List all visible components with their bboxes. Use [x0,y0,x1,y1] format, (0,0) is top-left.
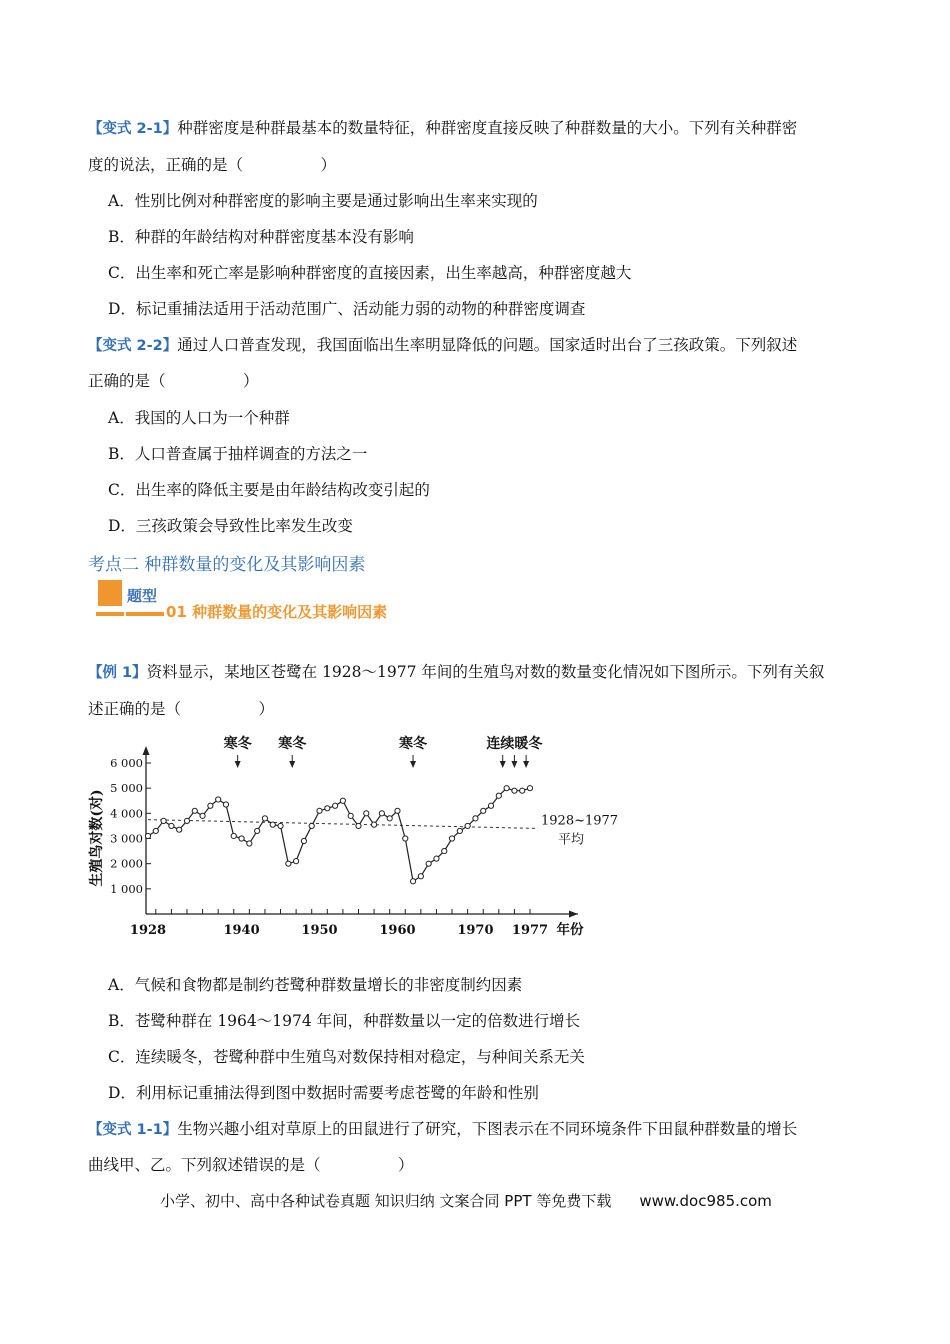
data-point [333,803,338,808]
average-label: 平均 [558,832,585,848]
data-point [262,816,267,821]
option-a: A．气候和食物都是制约苍鹭种群数量增长的非密度制约因素 [108,976,523,994]
question-tag: 【变式 1-1】 [88,1122,178,1138]
data-point [356,823,361,828]
footer [160,1191,772,1211]
option-a: A．性别比例对种群密度的影响主要是通过影响出生率来实现的 [108,192,538,210]
data-point [348,813,353,818]
y-tick-label: 6 000 [110,756,143,770]
data-point [481,808,486,813]
annotation-label: 寒冬 [278,736,307,752]
data-point [403,836,408,841]
data-point [239,836,244,841]
option-b: B．苍鹭种群在 1964～1974 年间，种群数量以一定的倍数进行增长 [108,1012,581,1030]
data-point [161,818,166,823]
question-tag: 【例 1】 [88,665,147,681]
question-2-1-line1 [88,118,797,139]
question-stem: 资料显示，某地区苍鹭在 1928～1977 年间的生殖鸟对数的数量变化情况如下图所示。下列有关叙 [146,663,825,681]
data-point [410,879,415,884]
question-tag: 【变式 2-1】 [88,121,178,137]
x-tick-label: 1928 [129,923,167,938]
x-tick-label: 1970 [457,923,494,938]
y-tick-label: 1 000 [110,881,143,896]
example-1-line1 [88,662,824,683]
annotation-arrowhead-icon [511,761,517,768]
y-tick-label: 2 000 [110,856,143,871]
average-line [148,820,538,829]
data-point [200,813,205,818]
y-tick-label: 5 000 [110,781,143,796]
data-point [387,816,392,821]
series-line [148,788,530,881]
data-point [255,828,260,833]
heron-population-chart [88,728,628,948]
y-axis-arrow-icon [143,746,150,755]
question-2-2-line2: 正确的是（ ） [88,372,259,390]
data-point [371,822,376,827]
option-d: D．三孩政策会导致性比率发生改变 [108,517,353,535]
data-point [364,811,369,816]
annotation-label: 寒冬 [399,736,428,752]
data-point [286,861,291,866]
x-tick-label: 1950 [301,923,338,938]
option-d: D．利用标记重捕法得到图中数据时需要考虑苍鹭的年龄和性别 [108,1084,539,1102]
annotation-label: 寒冬 [223,736,252,752]
data-point [169,823,174,828]
question-stem: 通过人口普查发现，我国面临出生率明显降低的问题。国家适时出台了三孩政策。下列叙述 [177,336,798,354]
data-point [231,833,236,838]
question-tag: 【变式 2-2】 [88,338,178,354]
question-1-1-line2: 曲线甲、乙。下列叙述错误的是（ ） [88,1156,414,1174]
data-point [379,811,384,816]
y-tick-label: 3 000 [110,831,143,846]
question-type-label: 题型 [127,587,158,605]
option-b: B．种群的年龄结构对种群密度基本没有影响 [108,228,414,246]
x-tick-label: 1960 [379,923,416,938]
data-point [442,848,447,853]
footer-link[interactable]: www.doc985.com [639,1192,772,1210]
x-tick-label: 1977 [511,923,549,938]
x-axis-arrow-icon [569,911,578,918]
x-tick-label: 1940 [223,923,260,938]
annotation-arrowhead-icon [235,761,241,768]
question-stem: 生物兴趣小组对草原上的田鼠进行了研究，下图表示在不同环境条件下田鼠种群数量的增长 [177,1120,798,1138]
section-title: 考点二 种群数量的变化及其影响因素 [88,555,366,575]
data-point [301,838,306,843]
data-point [325,806,330,811]
y-axis-title: 生殖鸟对数(对) [89,789,105,887]
data-point [488,803,493,808]
option-c: C．出生率和死亡率是影响种群密度的直接因素，出生率越高，种群密度越大 [108,264,632,282]
data-point [527,786,532,791]
average-label: 1928~1977 [541,813,619,829]
data-point [473,816,478,821]
data-point [465,823,470,828]
data-point [434,856,439,861]
data-point [270,822,275,827]
data-point [395,808,400,813]
annotation-label: 连续暖冬 [486,736,543,752]
data-point [223,802,228,807]
question-type-title: 01 种群数量的变化及其影响因素 [166,603,388,621]
data-point [192,808,197,813]
data-point [153,828,158,833]
data-point [145,833,150,838]
option-a: A．我国的人口为一个种群 [108,409,290,427]
data-point [418,874,423,879]
annotation-arrowhead-icon [289,761,295,768]
data-point [309,823,314,828]
footer-text: 小学、初中、高中各种试卷真题 知识归纳 文案合同 PPT 等免费下载 [160,1192,612,1210]
x-axis-title: 年份 [556,922,584,938]
data-point [177,827,182,832]
question-stem: 种群密度是种群最基本的数量特征，种群密度直接反映了种群数量的大小。下列有关种群密 [177,119,798,137]
option-d: D．标记重捕法适用于活动范围广、活动能力弱的动物的种群密度调查 [108,300,586,318]
data-point [426,861,431,866]
data-point [184,818,189,823]
option-c: C．出生率的降低主要是由年龄结构改变引起的 [108,481,430,499]
question-1-1-line1 [88,1119,797,1140]
data-point [317,808,322,813]
data-point [496,793,501,798]
data-point [504,786,509,791]
question-2-2-line1 [88,335,797,356]
data-point [520,788,525,793]
data-point [340,798,345,803]
data-point [278,823,283,828]
data-point [449,836,454,841]
data-point [208,803,213,808]
y-tick-label: 4 000 [110,806,143,821]
annotation-arrowhead-icon [410,761,416,768]
data-point [216,797,221,802]
option-b: B．人口普查属于抽样调查的方法之一 [108,445,368,463]
data-point [247,841,252,846]
question-2-1-line2: 度的说法，正确的是（ ） [88,156,337,174]
annotation-arrowhead-icon [500,761,506,768]
option-c: C．连续暖冬，苍鹭种群中生殖鸟对数保持相对稳定，与种间关系无关 [108,1048,585,1066]
example-1-line2: 述正确的是（ ） [88,700,275,718]
data-point [457,828,462,833]
data-point [512,788,517,793]
data-point [294,859,299,864]
annotation-arrowhead-icon [523,761,529,768]
